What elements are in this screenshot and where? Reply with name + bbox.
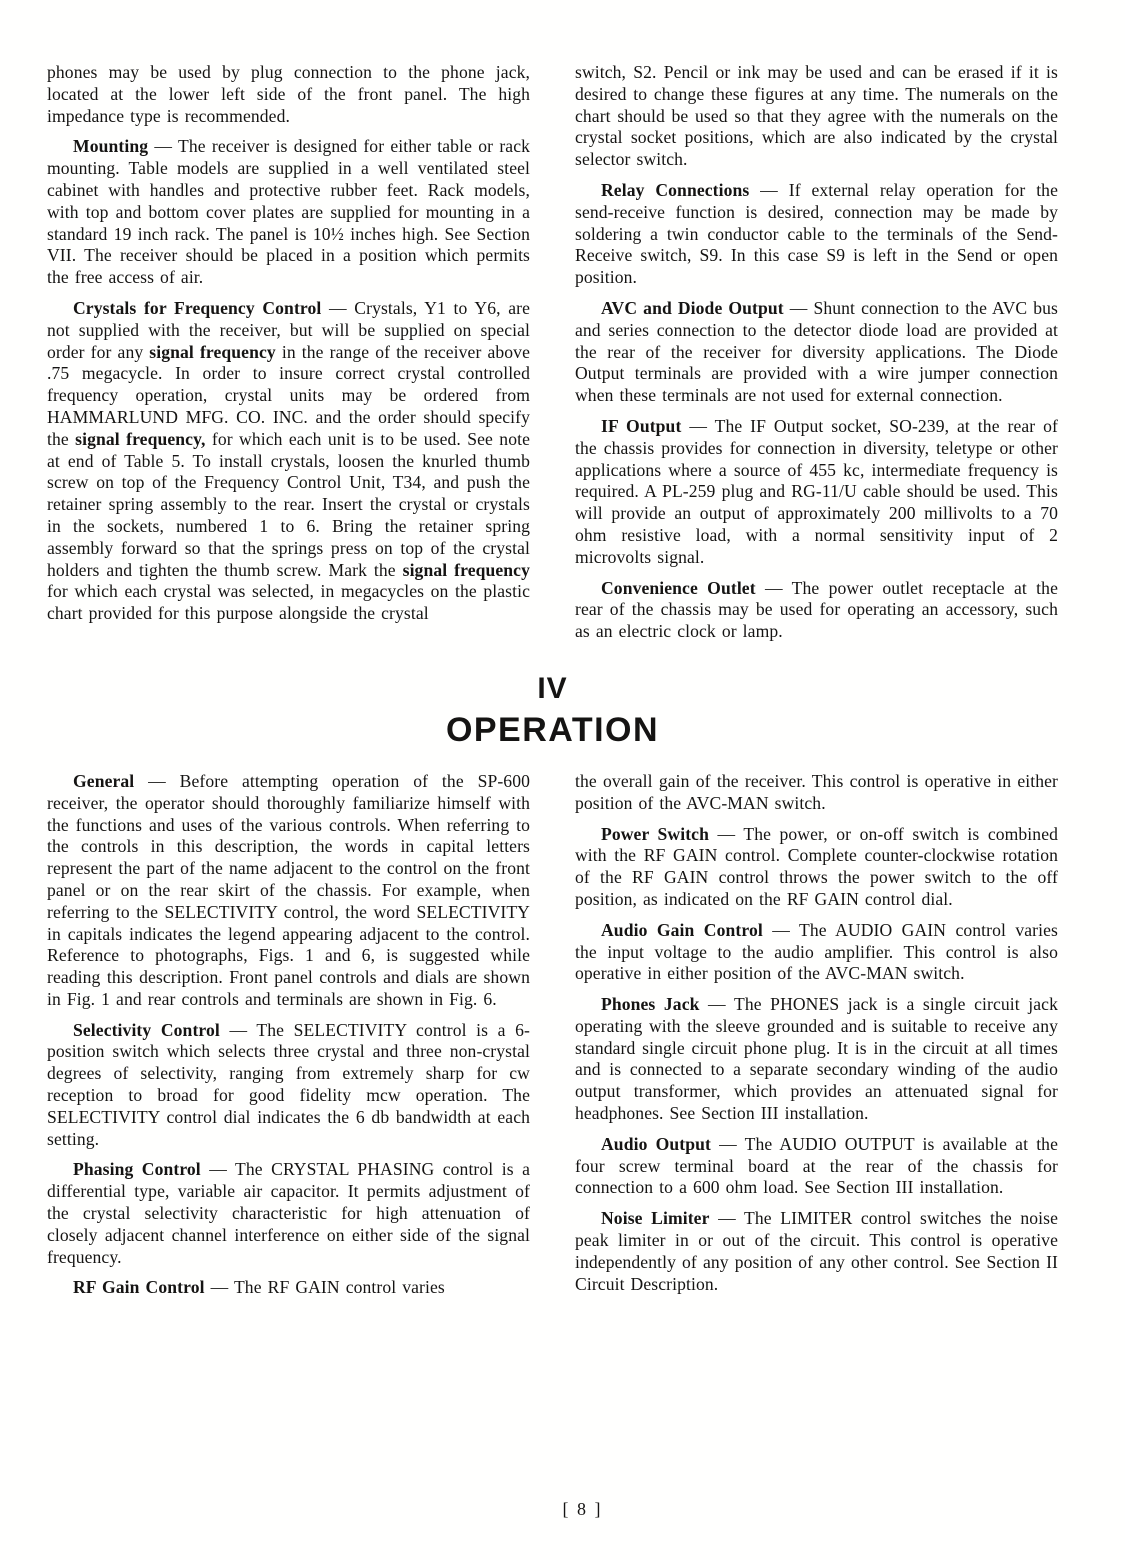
paragraph-lead: Selectivity Control [73,1019,220,1040]
paragraph-continuation: phones may be used by plug connection to the phone jack, located at the lower left side of the front panel. The high impedance type is recommended. [47,62,530,126]
paragraph-relay-connections: Relay Connections — If external relay operation for the send-receive function is desired, connection may be made by soldering a twin conductor cable to the terminals of the Send-Receive switch, S9. In this case S9 is left in the Send or open position. [575,179,1058,288]
paragraph-lead: Noise Limiter [601,1208,710,1229]
paragraph-lead: AVC and Diode Output [601,297,784,318]
paragraph-lead: Convenience Outlet [601,577,756,598]
paragraph-mounting: Mounting — The receiver is designed for either table or rack mounting. Table models are supplied in a well ventilated steel cabinet with handles and protective rubber feet. Rack models, with top and bottom cover plates are supplied for mounting in a standard 19 inch rack. The panel is 10½ inches high. See Section VII. The receiver should be placed in a position which permits the free access of air. [47,136,530,288]
paragraph-general: General — Before attempting operation of the SP-600 receiver, the operator should thoroughly familiarize himself with the functions and uses of the various controls. When referring to the controls in this description, the words in capital letters represent the part of the name adjacent to the control on the front panel or on the rear skirt of the chassis. For example, when referring to the SELECTIVITY control, the word SELECTIVITY in capitals indicates the legend appearing adjacent to the control. Reference to photographs, Figs. 1 and 6, is suggested while reading this description. Front panel controls and dials are shown in Fig. 1 and rear controls and terminals are shown in Fig. 6. [47,770,530,1009]
paragraph-lead: General [73,770,135,791]
bold-inline-text: signal frequency [149,341,276,362]
page-number: [ 8 ] [562,1499,603,1519]
paragraph-rf-gain-control: RF Gain Control — The RF GAIN control varies [73,1277,445,1298]
paragraph-lead: Audio Output [601,1133,711,1154]
operation-columns [47,771,1058,1299]
paragraph-lead: IF Output [601,415,682,436]
paragraph-phones-jack: Phones Jack — The PHONES jack is a single circuit jack operating with the sleeve grounded and is suitable to receive any standard single circuit phone plug. It is in the circuit at all times and is connected to a separate secondary winding of the audio output transformer, which provides an attenuated signal for headphones. See Section III installation. [575,994,1058,1124]
top-section [47,62,1058,643]
paragraph-lead: Phasing Control [73,1159,201,1180]
section-heading [47,673,1058,749]
paragraph-audio-gain-control: Audio Gain Control — The AUDIO GAIN control varies the input voltage to the audio amplifier. This control is also operative in either position of the AVC-MAN switch. [575,919,1058,984]
paragraph-lead: Relay Connections [601,179,750,200]
operation-section [47,771,1058,1299]
paragraph-if-output: IF Output — The IF Output socket, SO-239, at the rear of the chassis provides for connection in diversity, teletype or other applications where a source of 455 kc, intermediate frequency is required. A PL-259 plug and RG-11/U cable should be used. This will provide an output of approximately 200 millivolts to a 70 ohm resistive load, with a normal sensitivity input of 2 microvolts signal. [575,415,1059,567]
paragraph-crystals-for-frequency-control: Crystals for Frequency Control — Crystals, Y1 to Y6, are not supplied with the receiver, but will be supplied on special order for any signal frequency in the range of the receiver above .75 megacycle. In order to insure correct crystal controlled frequency operation, crystal units may be ordered from HAMMARLUND MFG. CO. INC. and the order should specify the signal frequency, for which each unit is to be used. See note at end of Table 5. To install crystals, loosen the knurled thumb screw on top of the Frequency Control Unit, T34, and push the retainer spring assembly to the rear. Insert the crystal or crystals in the sockets, numbered 1 to 6. Bring the retainer spring assembly forward so that the springs press on top of the crystal holders and tighten the thumb screw. Mark the signal frequency for which each crystal was selected, in megacycles on the plastic chart provided for this purpose alongside the crystal [47,297,531,624]
paragraph-continuation: switch, S2. Pencil or ink may be used and can be erased if it is desired to change these figures at any time. The numerals on the chart should be used so that they agree with the numerals on the crystal socket positions, which are also indicated by the crystal selector switch. [575,62,1058,170]
paragraph-lead: RF Gain Control [73,1277,205,1298]
paragraph-continuation: the overall gain of the receiver. This control is operative in either position of the AVC-MAN switch. [575,770,1058,813]
paragraph-lead: Mounting [73,136,149,157]
operation-left-column [47,771,530,1299]
paragraph-lead: Audio Gain Control [601,919,763,940]
bold-inline-text: signal frequency [402,559,530,580]
paragraph-noise-limiter: Noise Limiter — The LIMITER control switches the noise peak limiter in or out of the circuit. This control is operative independently of any position of any other control. See Section II Circuit Description. [575,1208,1058,1294]
top-left-column [47,62,530,643]
section-number: IV [537,671,568,705]
section-title: OPERATION [445,710,660,749]
paragraph-selectivity-control: Selectivity Control — The SELECTIVITY control is a 6-position switch which selects three crystal and three non-crystal degrees of selectivity, ranging from extremely sharp for cw reception to broad for good fidelity mcw operation. The SELECTIVITY control dial indicates the 6 db bandwidth at each setting. [47,1019,531,1149]
paragraph-power-switch: Power Switch — The power, or on-off switch is combined with the RF GAIN control. Complete counter-clockwise rotation of the RF GAIN control throws the power switch to the off position, as indicated on the RF GAIN control dial. [575,823,1058,909]
paragraph-audio-output: Audio Output — The AUDIO OUTPUT is available at the four screw terminal board at the rear of the chassis for connection to a 600 ohm load. See Section III installation. [575,1133,1058,1198]
paragraph-lead: Crystals for Frequency Control [73,297,322,318]
operation-right-column [575,771,1058,1299]
paragraph-lead: Phones Jack [601,994,700,1015]
paragraph-avc-and-diode-output: AVC and Diode Output — Shunt connection to the AVC bus and series connection to the detector diode load are provided at the rear of the receiver for diversity applications. The Diode Output terminals are provided with a wire jumper connection when these terminals are not used for external connection. [575,297,1058,406]
paragraph-lead: Power Switch [601,823,709,844]
top-columns [47,62,1058,643]
paragraph-convenience-outlet: Convenience Outlet — The power outlet receptacle at the rear of the chassis may be used for operating an accessory, such as an electric clock or lamp. [575,577,1058,642]
top-right-column [575,62,1058,643]
bold-inline-text: signal frequency, [75,428,206,449]
paragraph-phasing-control: Phasing Control — The CRYSTAL PHASING control is a differential type, variable air capacitor. It permits adjustment of the crystal selectivity characteristic for high attenuation of closely adjacent channel interference on either side of the signal frequency. [47,1159,530,1267]
